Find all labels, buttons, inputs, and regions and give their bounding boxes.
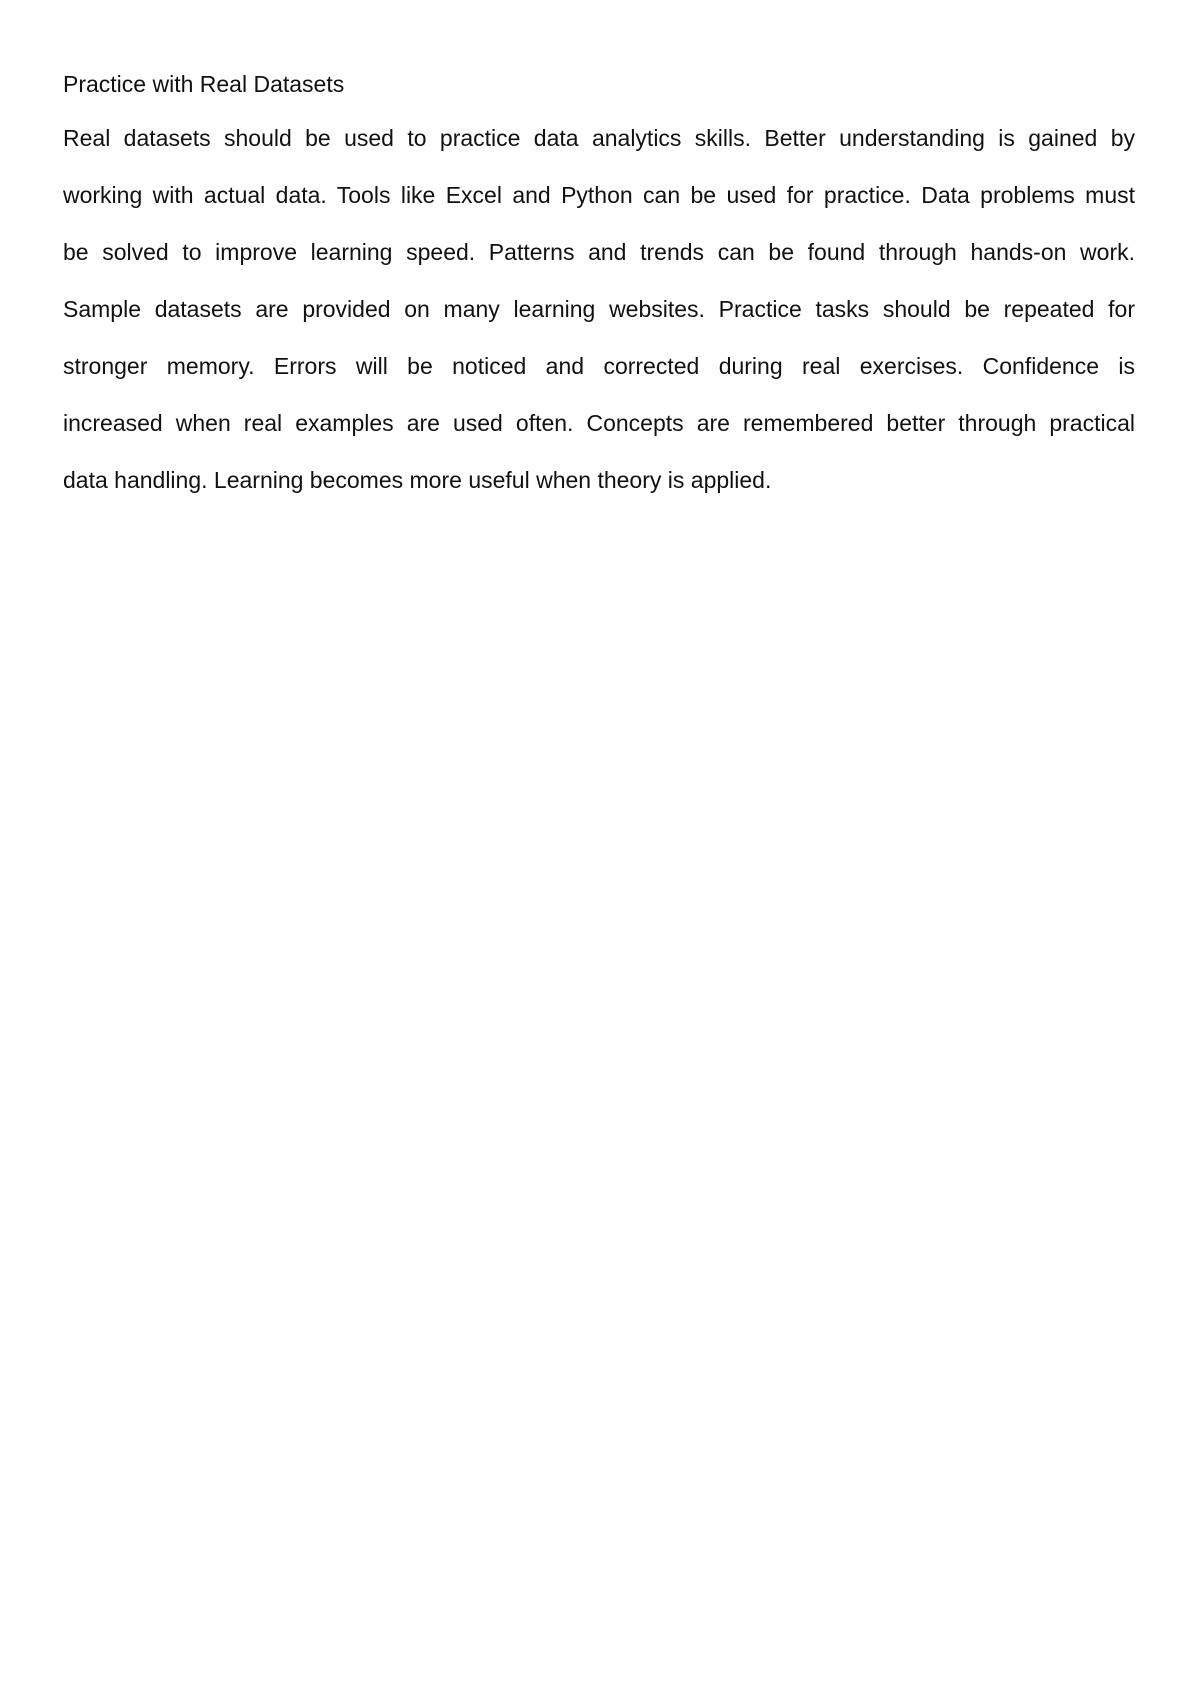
paragraph-line: working with actual data. Tools like Excel and Python can be used for practice. Data problems must	[63, 182, 1135, 208]
body-paragraph	[63, 124, 1135, 523]
paragraph-line: increased when real examples are used often. Concepts are remembered better through practical	[63, 410, 1135, 436]
paragraph-line: data handling. Learning becomes more useful when theory is applied.	[63, 467, 772, 493]
paragraph-line: Real datasets should be used to practice data analytics skills. Better understanding is gained by	[63, 125, 1135, 151]
paragraph-line: stronger memory. Errors will be noticed and corrected during real exercises. Confidence is	[63, 353, 1135, 379]
paragraph-line: be solved to improve learning speed. Patterns and trends can be found through hands-on work.	[63, 239, 1135, 265]
document-title: Practice with Real Datasets	[63, 71, 345, 97]
paragraph-line: Sample datasets are provided on many learning websites. Practice tasks should be repeated for	[63, 296, 1135, 322]
